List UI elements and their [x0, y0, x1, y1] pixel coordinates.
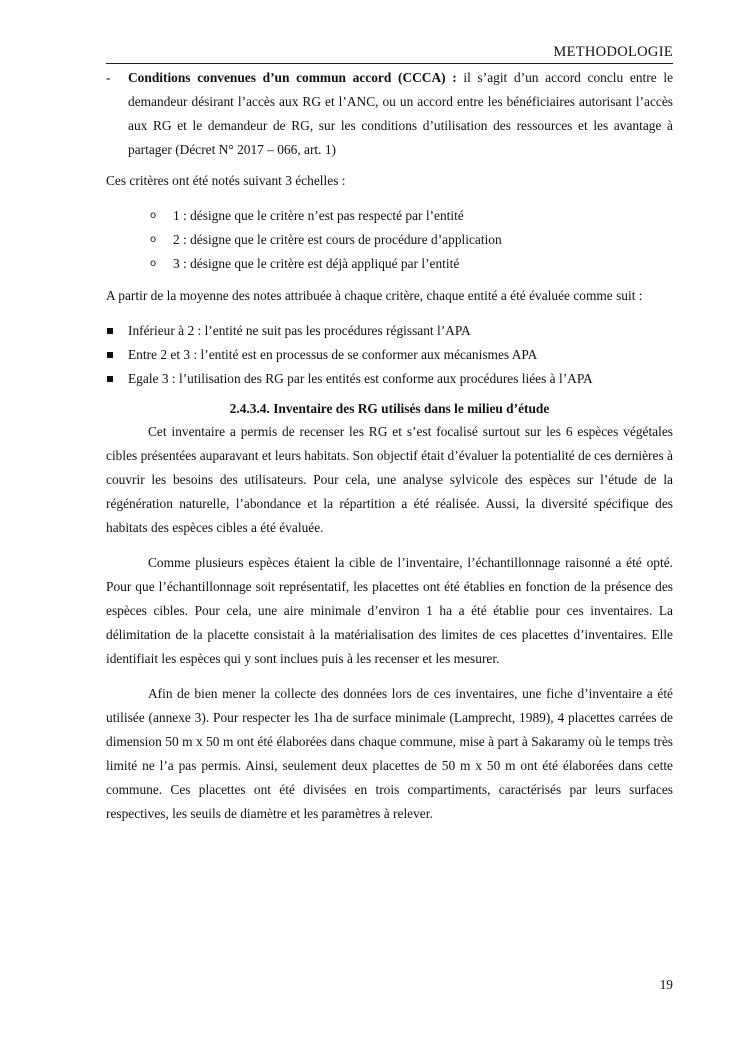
ccca-text: il s’agit d’un accord conclu entre le demandeur désirant l’accès aux RG et l’ANC, ou un accord entre les bénéficiaires autorisant l’accès aux RG et le demandeur de RG, sur les conditions d’utilisation des ressources et les avantage à partager (Décret N° 2017 – 066, art. 1): [128, 70, 674, 157]
evaluation-list: [106, 319, 673, 391]
square-bullet-icon: [107, 376, 113, 382]
ccca-term: Conditions convenues d’un commun accord (CCCA) :: [128, 70, 457, 85]
page-number: 19: [659, 977, 673, 992]
paragraph: Afin de bien mener la collecte des données lors de ces inventaires, une fiche d’inventaire a été utilisée (annexe 3). Pour respecter les 1ha de surface minimale (Lamprecht, 1989), 4 placettes carrées de dimension 50 m x 50 m ont été élaborées dans chaque commune, mise à part à Sakaramy où le temps très limité ne l’a pas permis. Ainsi, seulement deux placettes de 50 m x 50 m ont été élaborées dans cette commune. Ces placettes ont été divisées en trois compartiments, caractérisés par leurs surfaces respectives, les seuils de diamètre et les paramètres à relever.: [106, 686, 673, 821]
square-bullet-icon: [107, 352, 113, 358]
paragraph: Cet inventaire a permis de recenser les RG et s’est focalisé surtout sur les 6 espèces végétales cibles présentées auparavant et leurs habitats. Son objectif était d’évaluer la potentialité de ces dernières à couvrir les besoins des utilisateurs. Pour cela, une analyse sylvicole des espèces sur l’étude de la régénération naturelle, l’abondance et la répartition a été réalisée. Aussi, la diversité spécifique des habitats des espèces cibles a été évaluée.: [106, 424, 673, 535]
page-header: [106, 44, 673, 64]
paragraph: Comme plusieurs espèces étaient la cible de l’inventaire, l’échantillonnage raisonné a été opté. Pour que l’échantillonnage soit représentatif, les placettes ont été établies en fonction de la présence des espèces cibles. Pour cela, une aire minimale d’environ 1 ha a été établie pour ces inventaires. La délimitation de la placette consistait à la matérialisation des limites de ces placettes d’inventaires. Elle identifiait les espèces qui y sont inclues puis à les recenser et les mesurer.: [106, 555, 673, 666]
scale-text: 3 : désigne que le critère est déjà appliqué par l’entité: [173, 256, 460, 271]
evaluation-text: Entre 2 et 3 : l’entité est en processus de se conformer aux mécanismes APA: [128, 347, 538, 362]
header-title: METHODOLOGIE: [553, 44, 673, 60]
circle-bullet-icon: o: [150, 258, 157, 269]
ccca-definition: [106, 66, 673, 162]
list-item: [106, 319, 673, 343]
evaluation-text: Inférieur à 2 : l’entité ne suit pas les procédures régissant l’APA: [128, 323, 471, 338]
list-item: [106, 367, 673, 391]
section-heading: 2.4.3.4. Inventaire des RG utilisés dans le milieu d’étude: [229, 401, 550, 416]
list-item: [106, 343, 673, 367]
evaluation-intro: A partir de la moyenne des notes attribuée à chaque critère, chaque entité a été évaluée comme suit :: [106, 288, 643, 303]
square-bullet-icon: [107, 328, 113, 334]
scales-intro: Ces critères ont été notés suivant 3 échelles :: [106, 173, 346, 188]
scale-text: 2 : désigne que le critère est cours de procédure d’application: [173, 232, 502, 247]
list-item: [106, 228, 673, 252]
evaluation-text: Egale 3 : l’utilisation des RG par les entités est conforme aux procédures liées à l’APA: [128, 371, 593, 386]
document-body: [106, 66, 673, 826]
circle-bullet-icon: o: [150, 234, 157, 245]
circle-bullet-icon: o: [150, 210, 157, 221]
dash-marker: -: [106, 70, 111, 85]
scales-list: [106, 204, 673, 276]
scale-text: 1 : désigne que le critère n’est pas respecté par l’entité: [173, 208, 464, 223]
list-item: [106, 252, 673, 276]
list-item: [106, 204, 673, 228]
